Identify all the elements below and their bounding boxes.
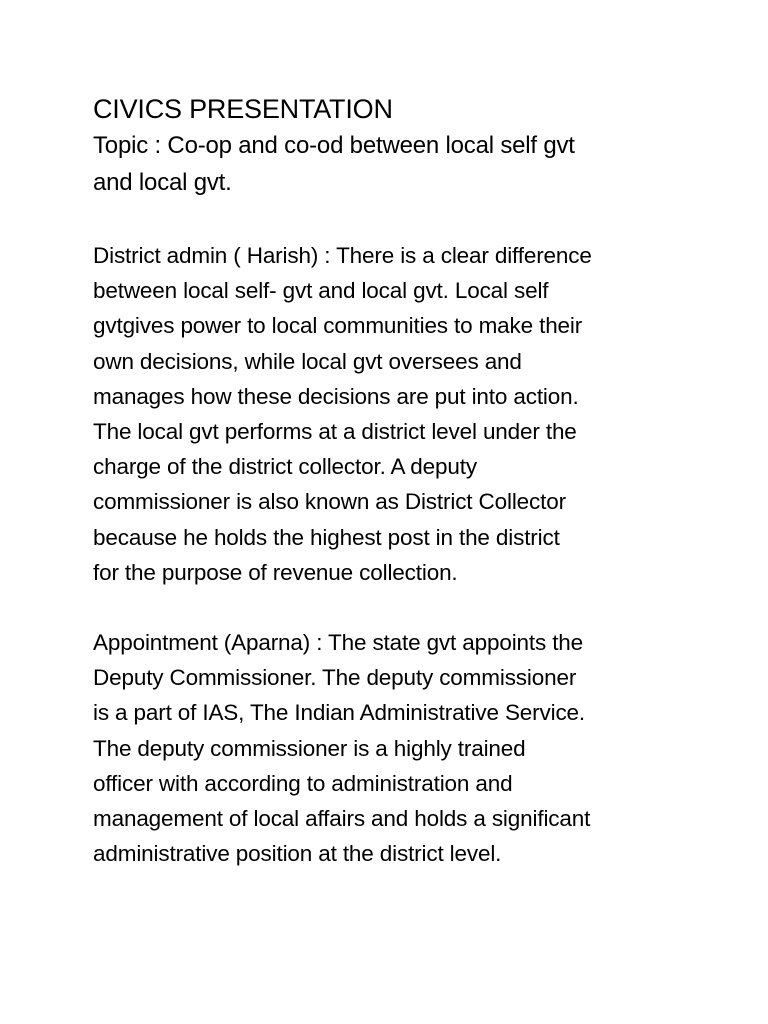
document-title: CIVICS PRESENTATION xyxy=(93,94,393,124)
paragraph-line: manages how these decisions are put into action. xyxy=(93,383,579,409)
paragraph-line: administrative position at the district level. xyxy=(93,841,502,867)
paragraph-line: The local gvt performs at a district level under the xyxy=(93,419,577,445)
paragraph-line: for the purpose of revenue collection. xyxy=(93,559,458,585)
paragraph-line: charge of the district collector. A deputy xyxy=(93,454,477,480)
paragraph-line: own decisions, while local gvt oversees and xyxy=(93,348,522,374)
appointment-paragraph xyxy=(93,625,693,871)
paragraph-line: District admin ( Harish) : There is a clear difference xyxy=(93,243,592,268)
topic-line: and local gvt. xyxy=(93,169,232,196)
topic-line: Topic : Co-op and co-od between local self gvt xyxy=(93,132,575,159)
paragraph-line: management of local affairs and holds a significant xyxy=(93,806,591,832)
paragraph-line: because he holds the highest post in the district xyxy=(93,524,560,550)
document-page xyxy=(93,91,693,871)
paragraph-gap xyxy=(93,201,693,238)
paragraph-line: is a part of IAS, The Indian Administrative Service. xyxy=(93,700,586,726)
paragraph-line: Appointment (Aparna) : The state gvt appoints the xyxy=(93,630,584,656)
paragraph-line: officer with according to administration and xyxy=(93,770,513,796)
paragraph-line: The deputy commissioner is a highly trained xyxy=(93,735,526,761)
paragraph-gap xyxy=(93,590,693,625)
district-admin-paragraph xyxy=(93,238,693,590)
paragraph-line: commissioner is also known as District Collector xyxy=(93,489,566,515)
paragraph-line: gvtgives power to local communities to make their xyxy=(93,313,583,339)
paragraph-line: between local self- gvt and local gvt. Local self xyxy=(93,278,549,304)
paragraph-line: Deputy Commissioner. The deputy commissioner xyxy=(93,665,577,691)
topic-text xyxy=(93,127,693,201)
